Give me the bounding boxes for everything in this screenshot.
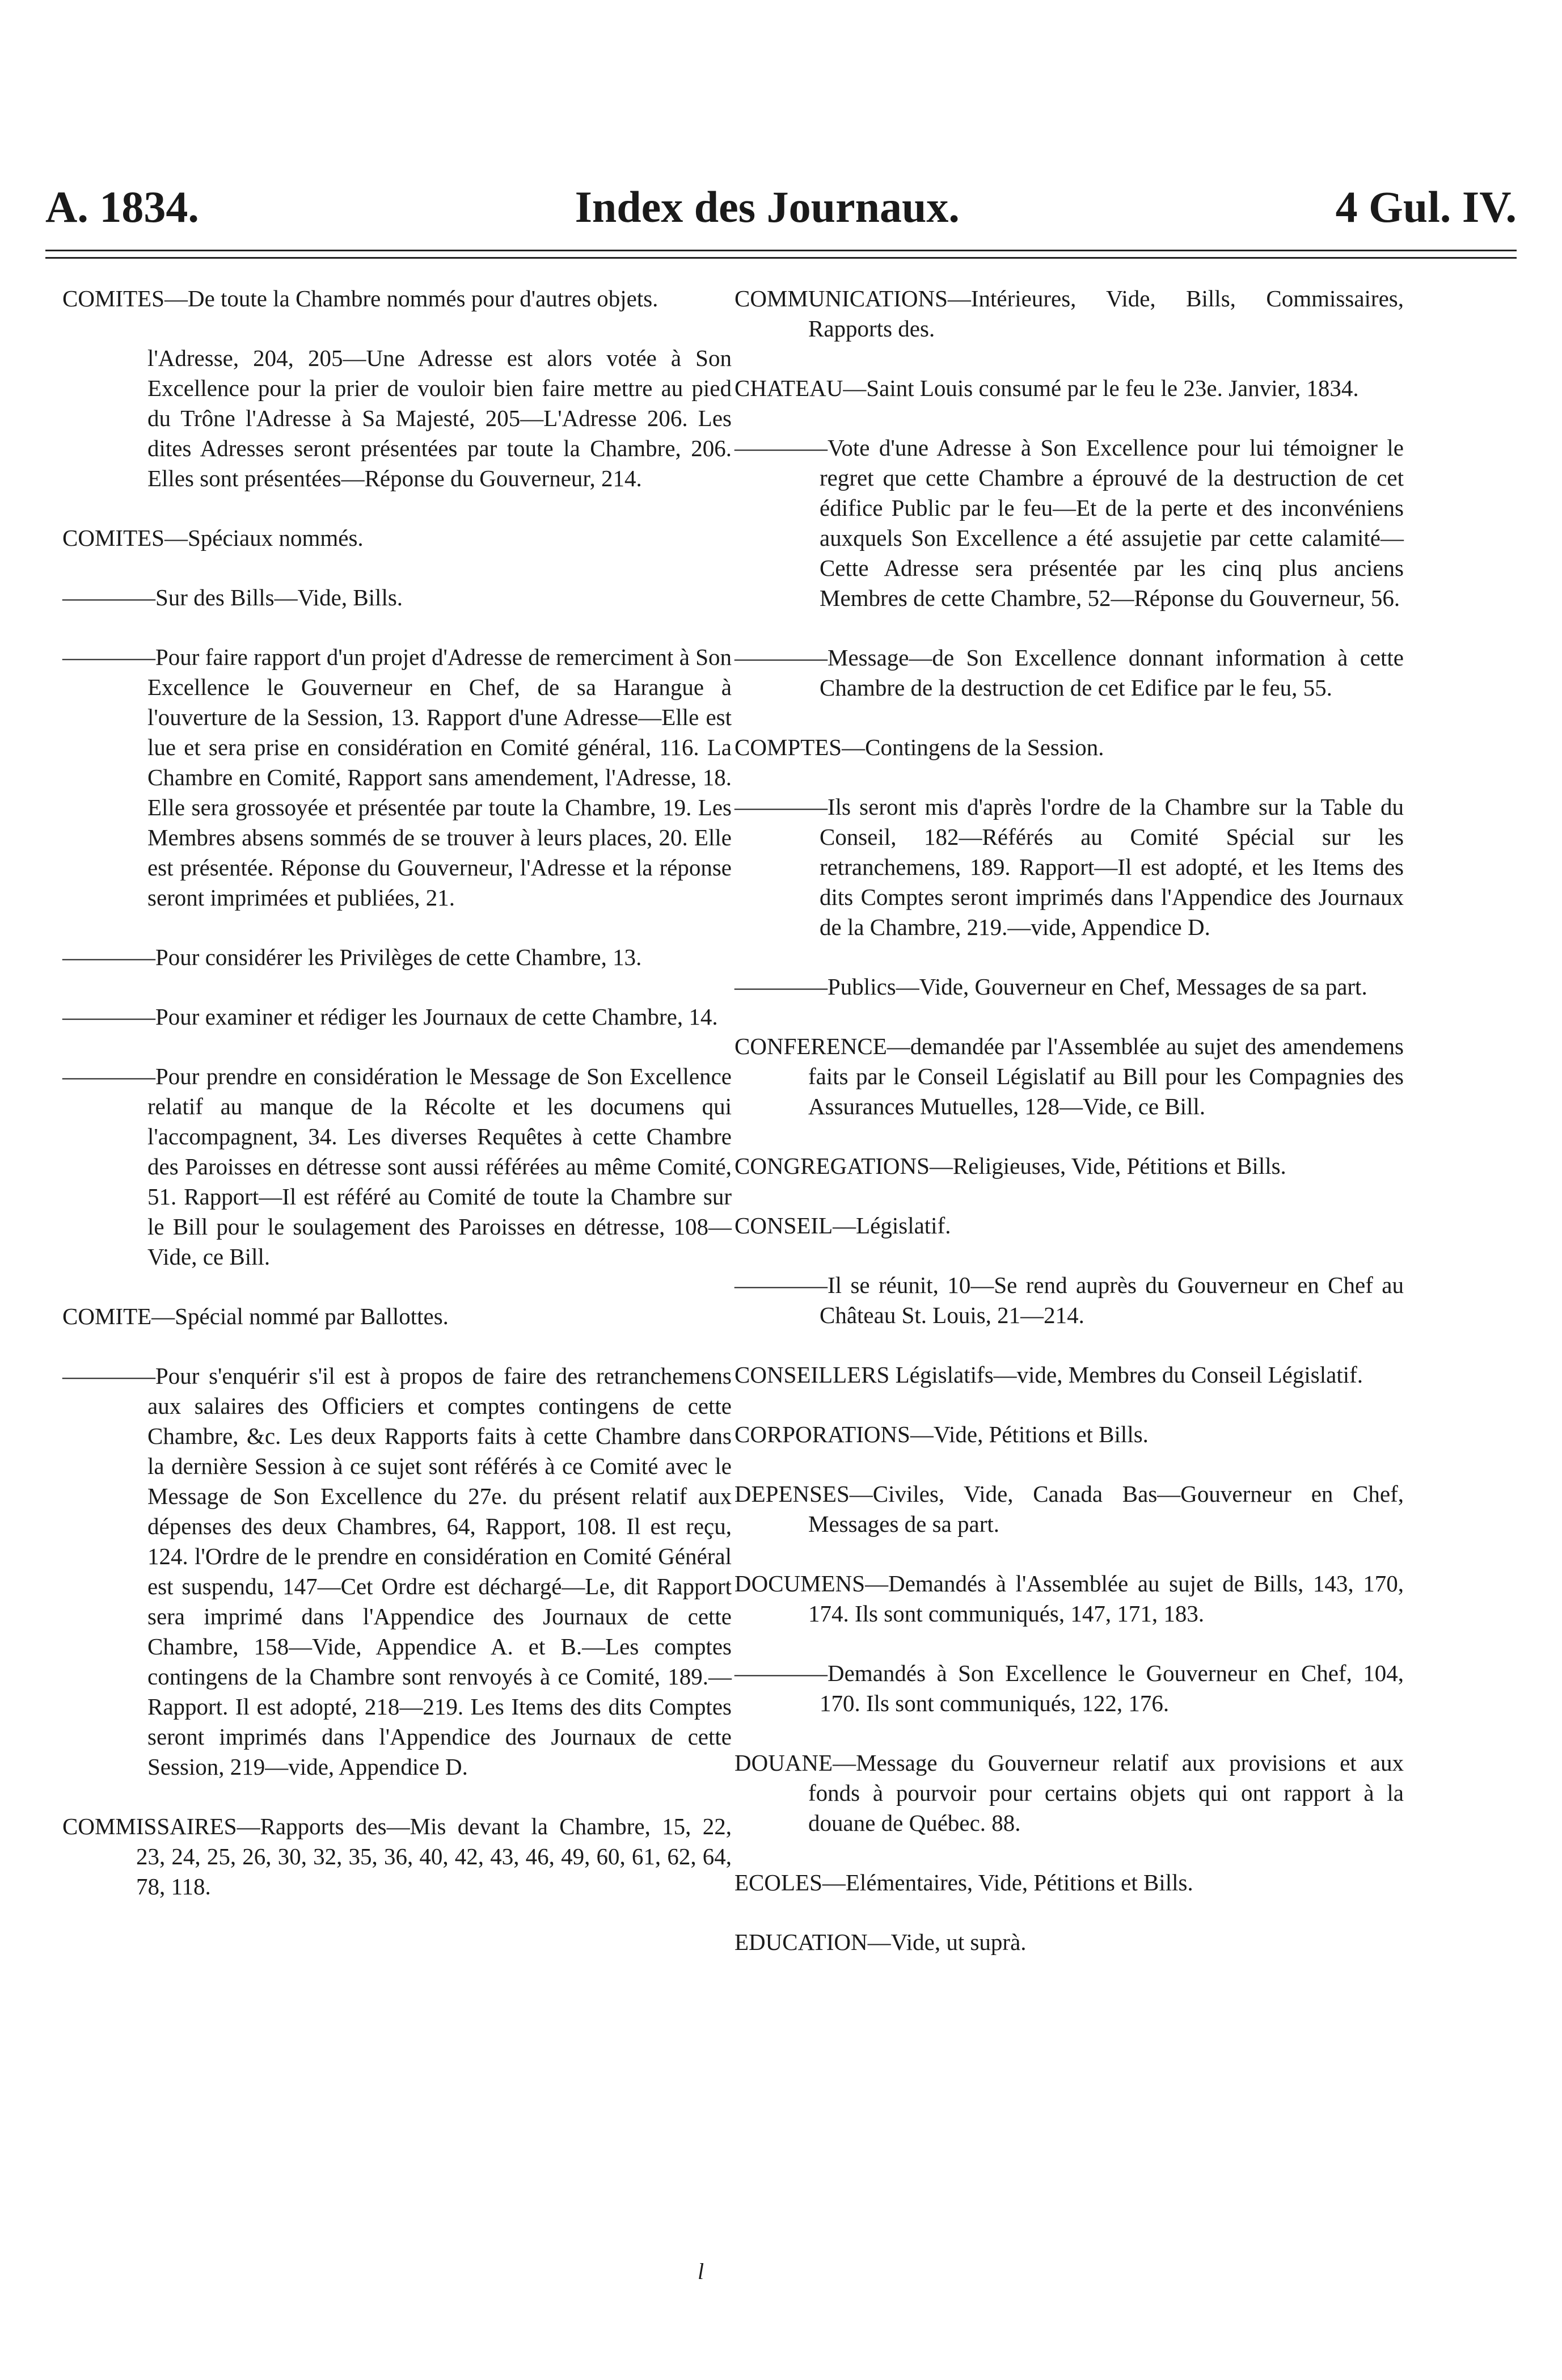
index-entry: CONSEILLERS Législatifs—vide, Membres du Conseil Législatif. <box>734 1362 1363 1388</box>
index-entry: COMITES—Spéciaux nommés. <box>62 525 364 551</box>
index-subentry: ————Demandés à Son Excellence le Gouverneur en Chef, 104, 170. Ils sont communiqués, 122, 176. <box>734 1660 1404 1716</box>
index-subentry: ————Publics—Vide, Gouverneur en Chef, Messages de sa part. <box>734 974 1367 1000</box>
header-regnal-year: 4 Gul. IV. <box>1335 182 1517 231</box>
left-column <box>62 284 732 1931</box>
index-subentry: ————Message—de Son Excellence donnant information à cette Chambre de la destruction de cet Edifice par le feu, 55. <box>734 645 1404 701</box>
index-entry: ECOLES—Elémentaires, Vide, Pétitions et Bills. <box>734 1869 1193 1895</box>
index-entry: COMMUNICATIONS—Intérieures, Vide, Bills, Commissaires, Rapports des. <box>734 285 1404 342</box>
index-entry: CHATEAU—Saint Louis consumé par le feu le 23e. Janvier, 1834. <box>734 375 1359 401</box>
index-entry: CORPORATIONS—Vide, Pétitions et Bills. <box>734 1421 1149 1447</box>
index-subentry: ————Vote d'une Adresse à Son Excellence pour lui témoigner le regret que cette Chambre a éprouvé de la destruction de cet édifice Public par le feu—Et de la perte et des inconvéniens auxquels Son Excellence a été assujetie par cette calamité—Cette Adresse sera présentée par les cinq plus anciens Membres de cette Chambre, 52—Réponse du Gouverneur, 56. <box>734 435 1404 611</box>
index-entry: DOCUMENS—Demandés à l'Assemblée au sujet de Bills, 143, 170, 174. Ils sont communiqués, 147, 171, 183. <box>734 1570 1404 1627</box>
index-subentry: ————Pour considérer les Privilèges de cette Chambre, 13. <box>62 944 642 970</box>
header-year: A. 1834. <box>45 182 199 231</box>
index-subentry: ————Pour faire rapport d'un projet d'Adresse de remerciment à Son Excellence le Gouverneur en Chef, de sa Harangue à l'ouverture de la Session, 13. Rapport d'une Adresse—Elle est lue et sera prise en considération en Comité général, 116. La Chambre en Comité, Rapport sans amendement, l'Adresse, 18. Elle sera grossoyée et présentée par toute la Chambre, 19. Les Membres absens sommés de se trouver à leurs places, 20. Elle est présentée. Réponse du Gouverneur, l'Adresse et la réponse seront imprimées et publiées, 21. <box>62 644 732 911</box>
page-header <box>45 170 1517 233</box>
index-entry-continuation: l'Adresse, 204, 205—Une Adresse est alors votée à Son Excellence pour la prier de vouloir bien faire mettre au pied du Trône l'Adresse à Sa Majesté, 205—L'Adresse 206. Les dites Adresses seront présentées par toute la Chambre, 206. Elles sont présentées—Réponse du Gouverneur, 214. <box>147 345 732 491</box>
index-entry: CONSEIL—Législatif. <box>734 1212 951 1239</box>
index-subentry: ————Il se réunit, 10—Se rend auprès du Gouverneur en Chef au Château St. Louis, 21—214. <box>734 1272 1404 1328</box>
index-entry: CONFERENCE—demandée par l'Assemblée au sujet des amendemens faits par le Conseil Législatif au Bill pour les Compagnies des Assurances Mutuelles, 128—Vide, ce Bill. <box>734 1033 1404 1119</box>
index-entry: COMITE—Spécial nommé par Ballottes. <box>62 1303 449 1329</box>
index-entry: COMPTES—Contingens de la Session. <box>734 734 1104 760</box>
index-entry: DEPENSES—Civiles, Vide, Canada Bas—Gouverneur en Chef, Messages de sa part. <box>734 1481 1404 1537</box>
right-column <box>734 284 1404 1987</box>
index-subentry: ————Pour s'enquérir s'il est à propos de faire des retranchemens aux salaires des Officiers et comptes contingens de cette Chambre, &c. Les deux Rapports faits à cette Chambre dans la dernière Session à ce sujet sont référés à ce Comité avec le Message de Son Excellence du 27e. du présent relatif aux dépenses des deux Chambres, 64, Rapport, 108. Il est reçu, 124. l'Ordre de le prendre en considération en Comité Général est suspendu, 147—Cet Ordre est déchargé—Le, dit Rapport sera imprimé dans l'Appendice des Journaux de cette Chambre, 158—Vide, Appendice A. et B.—Les comptes contingens de la Chambre sont renvoyés à ce Comité, 189.—Rapport. Il est adopté, 218—219. Les Items des dits Comptes seront imprimés dans l'Appendice des Journaux de cette Session, 219—vide, Appendice D. <box>62 1363 732 1780</box>
index-subentry: ————Sur des Bills—Vide, Bills. <box>62 584 403 610</box>
index-entry: COMITES—De toute la Chambre nommés pour d'autres objets. <box>62 285 658 311</box>
index-subentry: ————Pour examiner et rédiger les Journaux de cette Chambre, 14. <box>62 1004 718 1030</box>
index-entry: COMMISSAIRES—Rapports des—Mis devant la Chambre, 15, 22, 23, 24, 25, 26, 30, 32, 35, 36, 40, 42, 43, 46, 49, 60, 61, 62, 64, 78, 118. <box>62 1813 732 1899</box>
index-subentry: ————Ils seront mis d'après l'ordre de la Chambre sur la Table du Conseil, 182—Référés au Comité Spécial sur les retranchemens, 189. Rapport—Il est adopté, et les Items des dits Comptes seront imprimés dans l'Appendice des Journaux de la Chambre, 219.—vide, Appendice D. <box>734 794 1404 940</box>
index-subentry: ————Pour prendre en considération le Message de Son Excellence relatif au manque de la Récolte et les documens qui l'accompagnent, 34. Les diverses Requêtes à cette Chambre des Paroisses en détresse sont aussi référées au même Comité, 51. Rapport—Il est référé au Comité de toute la Chambre sur le Bill pour le soulagement des Paroisses en détresse, 108—Vide, ce Bill. <box>62 1063 732 1270</box>
header-double-rule <box>45 250 1517 259</box>
index-entry: EDUCATION—Vide, ut suprà. <box>734 1929 1027 1955</box>
header-title: Index des Journaux. <box>575 182 960 231</box>
index-entry: DOUANE—Message du Gouverneur relatif aux provisions et aux fonds à pourvoir pour certains objets qui ont rapport à la douane de Québec. 88. <box>734 1750 1404 1836</box>
index-entry: CONGREGATIONS—Religieuses, Vide, Pétitions et Bills. <box>734 1153 1286 1179</box>
catchword: l <box>698 2259 704 2284</box>
